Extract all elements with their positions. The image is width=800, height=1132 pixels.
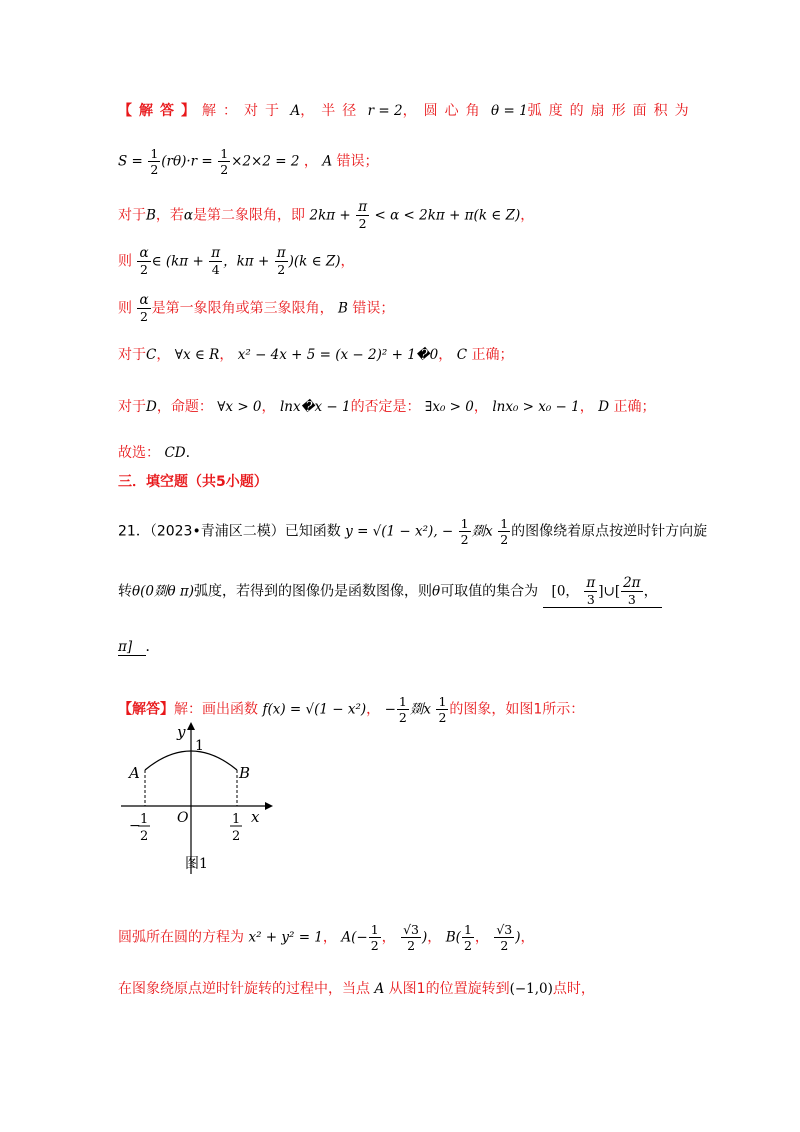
solution-21-line-2: 圆弧所在圆的方程为 x² + y² = 1， A(− $\frac{1}{2}$ ， $\frac{√3}{2}$ )， B( $\frac{1}{2}$ ， $\frac{√3}{2}$ )， [118,922,535,953]
fraction-half: $\frac{1}{2}$ [220,146,229,177]
fraction-2pi-over-3: $\frac{2\pi}{3}$ [623,575,641,607]
solution-21-line-1: 【解答】解：画出函数 f(x) = √(1 − x²)， − $\frac{1}{2}$ 剟x $\frac{1}{2}$ 的图象，如图1所示： [118,694,585,725]
fraction-pi-over-2: $\frac{\pi}{2}$ [358,199,368,231]
fraction-alpha-over-2: $\frac{\alpha}{2}$ [139,245,149,277]
x-axis-arrow [265,802,273,810]
fraction-sqrt3-over-2: $\frac{√3}{2}$ [403,922,420,953]
fraction-half: $\frac{1}{2}$ [398,694,407,725]
answer-line-1: 【解答】解：对于 A，半径 r = 2，圆心角 θ = 1弧度的扇形面积为 [118,103,696,119]
answer-line-2: S = $\frac{1}{2}$ (rθ)·r = $\frac{1}{2}$ ×2×2 = 2 ， A 错误； [118,146,379,177]
tick-neg-half-num: 1 [140,812,149,827]
fraction-half: $\frac{1}{2}$ [460,516,469,547]
fraction-half: $\frac{1}{2}$ [150,146,159,177]
fraction-pi-over-4: $\frac{\pi}{4}$ [211,245,221,277]
y-axis-arrow [187,722,195,730]
label-y: y [177,723,186,741]
solution-tag: 【解答】 [118,701,174,718]
solution-21-line-3: 在图象绕原点逆时针旋转的过程中，当点 A 从图1的位置旋转到(−1,0)点时， [118,981,595,997]
answer-tag: 【解答】 [118,103,202,119]
answer-blank: [0， $\frac{\pi}{3}$ ]∪[ $\frac{2\pi}{3}$ ， [543,576,662,608]
section-title: 三．填空题（共5小题） [118,474,268,490]
fraction-pi-over-3: $\frac{\pi}{3}$ [586,575,596,607]
figure-caption: 图1 [185,856,208,872]
fraction-sqrt3-over-2: $\frac{√3}{2}$ [496,922,513,953]
problem-21-line-1: 21．（2023•青浦区二模）已知函数 y = √(1 − x²), − $\frac{1}{2}$ 剟x $\frac{1}{2}$ 的图像绕着原点按逆时针方向旋 [118,516,708,547]
fraction-pi-over-2: $\frac{\pi}{2}$ [276,245,286,277]
tick-pos-half-num: 1 [232,812,241,827]
tick-neg-half-den: 2 [140,829,149,844]
fraction-half: $\frac{1}{2}$ [370,922,379,953]
label-a: A [129,764,140,782]
fraction-half: $\frac{1}{2}$ [463,922,472,953]
answer-line-6: 对于C， ∀x ∈ R， x² − 4x + 5 = (x − 2)² + 1�0， C 正确； [118,347,514,363]
fraction-half: $\frac{1}{2}$ [438,694,447,725]
problem-21-line-3: π] ． [118,639,160,655]
answer-line-7: 对于D，命题： ∀x > 0， lnx�x − 1的否定是： ∃x₀ > 0， lnx₀ > x₀ − 1， D 正确； [118,399,656,415]
tick-minus: − [129,818,141,834]
label-x: x [251,808,260,826]
fraction-alpha-over-2: $\frac{\alpha}{2}$ [139,292,149,324]
fraction-half: $\frac{1}{2}$ [500,516,509,547]
problem-21-line-2: 转θ(0剟θ π)弧度，若得到的图像仍是函数图像，则θ可取值的集合为 [0， $\frac{\pi}{3}$ ]∪[ $\frac{2\pi}{3}$ ， [118,576,662,608]
figure-1 [115,720,275,880]
answer-line-3: 对于B，若α是第二象限角，即 2kπ + $\frac{\pi}{2}$ < α < 2kπ + π(k ∈ Z)， [118,199,535,231]
label-one: 1 [195,738,204,754]
label-o: O [177,810,189,826]
answer-line-8: 故选： CD. [118,445,191,461]
label-b: B [239,764,251,782]
tick-pos-half-den: 2 [232,829,241,844]
answer-line-5: 则 $\frac{\alpha}{2}$ 是第一象限角或第三象限角， B 错误； [118,292,395,324]
answer-line-4: 则 $\frac{\alpha}{2}$ ∈ (kπ + $\frac{\pi}{4}$ ，kπ + $\frac{\pi}{2}$ )(k ∈ Z)， [118,245,355,277]
